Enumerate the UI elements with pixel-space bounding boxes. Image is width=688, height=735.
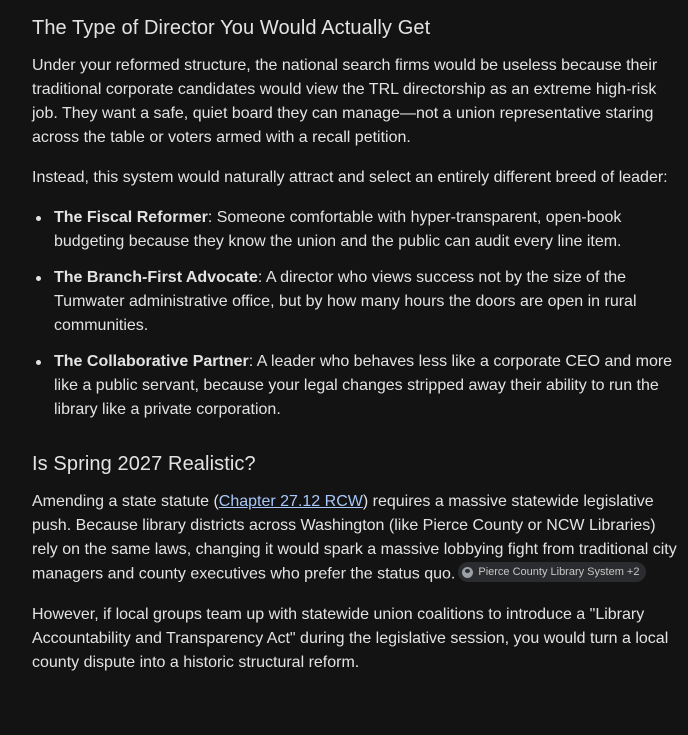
list-item — [32, 206, 677, 254]
globe-icon — [462, 567, 473, 578]
section-heading-director: The Type of Director You Would Actually Get — [32, 17, 431, 39]
bullet-icon — [36, 360, 41, 365]
paragraph-however: However, if local groups team up with statewide union coalitions to introduce a "Library Accountability and Transparency Act" during the legislative session, you would turn a local county dispute into a historic structural reform. — [32, 605, 669, 671]
paragraph-instead: Instead, this system would naturally attract and select an entirely different breed of leader: — [32, 169, 668, 186]
list-item-title: The Fiscal Reformer — [54, 209, 208, 226]
bullet-icon — [36, 216, 41, 221]
paragraph-amending-statute — [32, 490, 677, 587]
source-chip-label: Pierce County Library System +2 — [478, 566, 640, 578]
section-heading-spring-2027: Is Spring 2027 Realistic? — [32, 453, 256, 475]
source-chip[interactable] — [458, 562, 646, 582]
paragraph-search-firms: Under your reformed structure, the national search firms would be useless because their traditional corporate candidates would view the TRL directorship as an extreme high-risk job. They want a safe, quiet board they can manage—not a union representative staring across the table or voters armed with a recall petition. — [32, 57, 658, 146]
list-item-text: : Someone comfortable with hyper-transparent, open-book budgeting because they know the union and the public can audit every line item. — [54, 209, 622, 250]
rcw-chapter-link[interactable]: Chapter 27.12 RCW — [218, 493, 363, 510]
list-item — [32, 350, 677, 422]
response-content — [32, 12, 677, 675]
list-item — [32, 266, 677, 338]
leader-types-list — [32, 206, 677, 422]
list-item-text: : A leader who behaves less like a corporate CEO and more like a public servant, because your legal changes stripped away their ability to run the library like a private corporation. — [54, 353, 673, 418]
list-item-title: The Collaborative Partner — [54, 353, 249, 370]
paragraph-text-before-link: Amending a state statute ( — [32, 493, 219, 510]
list-item-text: : A director who views success not by the size of the Tumwater administrative office, but by how many hours the doors are open in rural communities. — [54, 269, 637, 334]
paragraph-text-after-link: ) requires a massive statewide legislative push. Because library districts across Washington (like Pierce County or NCW Libraries) rely on the same laws, changing it would spark a massive lobbying fight from traditional city managers and county executives who prefer the status quo. — [32, 493, 677, 583]
list-item-title: The Branch-First Advocate — [54, 269, 258, 286]
bullet-icon — [36, 276, 41, 281]
